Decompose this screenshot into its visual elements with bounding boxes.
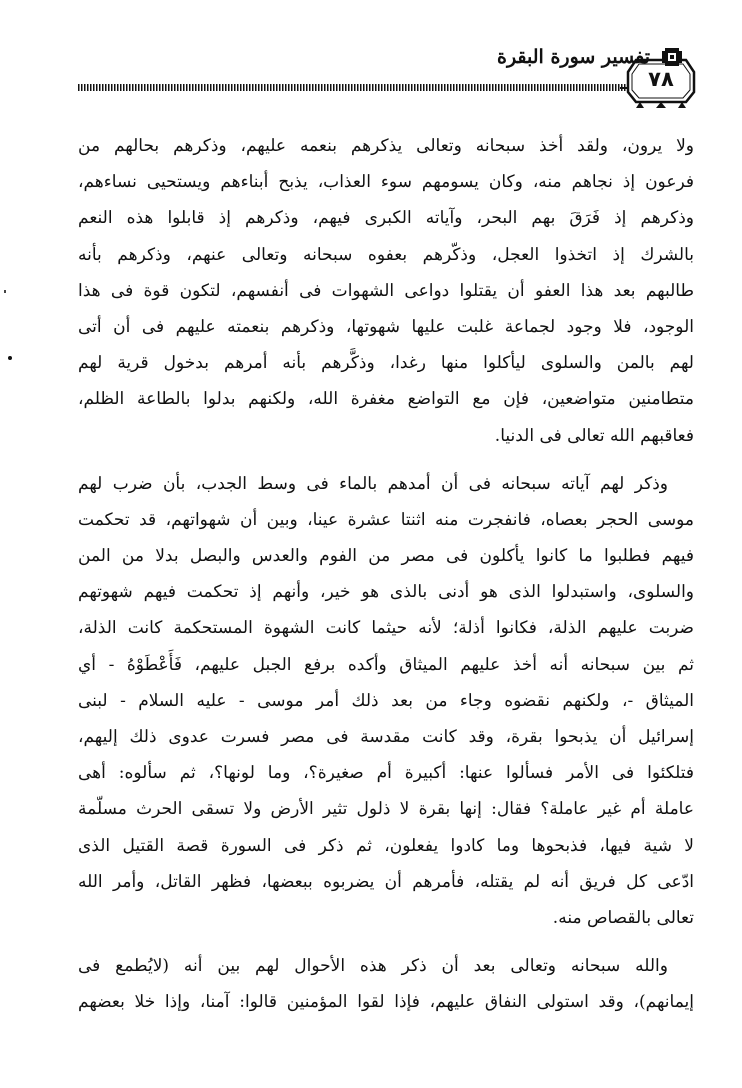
- page-number: ٧٨: [648, 67, 674, 91]
- text-line: بالشرك إذ اتخذوا العجل، وذكّرهم بعفوه سبحانه وتعالى عنهم، وذكرهم بأنه: [78, 244, 694, 265]
- text-line: الوجود، فلا وجود لجماعة غلبت عليها شهوتها، وذكرهم بنعمته عليهم فى أن أتى: [78, 316, 694, 337]
- text-line: ولا يرون، ولقد أخذ سبحانه وتعالى يذكرهم بنعمه عليهم، وذكرهم بحالهم من: [78, 136, 694, 156]
- text-line: ادّعى كل فريق أنه لم يقتله، فأمرهم أن يضربوه ببعضها، فظهر القاتل، وأمر الله: [78, 871, 694, 892]
- paragraph-3: [78, 948, 694, 1020]
- text-line: ثم بين سبحانه أنه أخذ عليهم الميثاق وأكده برفع الجبل عليهم، فَأَعْطَوْهُ - أي: [78, 654, 694, 675]
- text-line: إيمانهم)، وقد استولى النفاق عليهم، فإذا لقوا المؤمنين قالوا: آمنا، وإذا خلا بعضهم: [78, 992, 694, 1013]
- page-header: [0, 0, 742, 110]
- text-line: فعاقبهم الله تعالى فى الدنيا.: [494, 425, 694, 446]
- text-line: عاملة أم غير عاملة؟ فقال: إنها بقرة لا ذلول تثير الأرض ولا تسقى الحرث مسلّمة: [78, 799, 694, 820]
- margin-mark: [4, 290, 6, 293]
- text-line: وذكر لهم آياته سبحانه فى أن أمدهم بالماء فى وسط الجدب، بأن ضرب لهم: [78, 473, 668, 494]
- text-line: طالبهم بعد هذا العفو أن يقتلوا دواعى الشهوات فى أنفسهم، لتكون قوة فى هذا: [78, 280, 694, 301]
- book-ornament-icon: [660, 47, 684, 67]
- text-line: إسرائيل أن يذبحوا بقرة، وقد كانت مقدسة فى مصر فسرت عدوى ذلك إليهم،: [78, 727, 694, 747]
- text-line: متطامنين متواضعين، فإن مع التواضع مغفرة الله، ولكنهم بدلوا بالطاعة الظلم،: [78, 389, 694, 410]
- running-header-title: تفسير سورة البقرة: [496, 46, 650, 68]
- text-line: لا شية فيها، فذبحوها وما كادوا يفعلون، ثم ذكر فى السورة قصة القتيل الذى: [78, 835, 694, 856]
- margin-dot: [8, 356, 12, 360]
- text-line: والسلوى، واستبدلوا الذى هو أدنى بالذى هو خير، وأنهم إذ تحكمت فيهم شهوتهم: [78, 582, 694, 603]
- page-body: [78, 128, 694, 1021]
- text-line: ضربت عليهم الذلة، فكانوا أذلة؛ لأنه حيثما كانت الشهوة المستحكمة كانت الذلة،: [78, 618, 694, 639]
- header-rule: [78, 84, 626, 91]
- paragraph-1: [78, 128, 694, 454]
- paragraph-2: [78, 466, 694, 936]
- text-line: الميثاق -، ولكنهم نقضوه وجاء من بعد ذلك أمر موسى - عليه السلام - لبنى: [78, 690, 694, 711]
- text-line: فتلكئوا فى الأمر فسألوا عنها: أكبيرة أم صغيرة؟، وما لونها؟، ثم سألوه: أهى: [78, 763, 694, 784]
- text-line: والله سبحانه وتعالى بعد أن ذكر هذه الأحوال لهم بين أنه (لايُطمع فى: [78, 956, 668, 977]
- text-line: تعالى بالقصاص منه.: [552, 907, 694, 928]
- text-line: فيهم فطلبوا ما كانوا يأكلون فى مصر من الفوم والعدس والبصل بدلا من المن: [78, 546, 694, 567]
- text-line: فرعون إذ نجاهم منه، وكان يسومهم سوء العذاب، يذبح أبناءهم ويستحيى نساءهم،: [78, 172, 694, 193]
- text-line: وذكرهم إذ فَرَقَ بهم البحر، وآياته الكبرى فيهم، وذكرهم إذ قابلوا هذه النعم: [78, 208, 694, 229]
- text-line: موسى الحجر بعصاه، فانفجرت منه اثنتا عشرة عينا، وبين أن شهواتهم، قد تحكمت: [78, 509, 694, 530]
- text-line: لهم بالمن والسلوى ليأكلوا منها رغدا، وذكَّرهم بأنه أمرهم بدخول قرية لهم: [78, 353, 694, 374]
